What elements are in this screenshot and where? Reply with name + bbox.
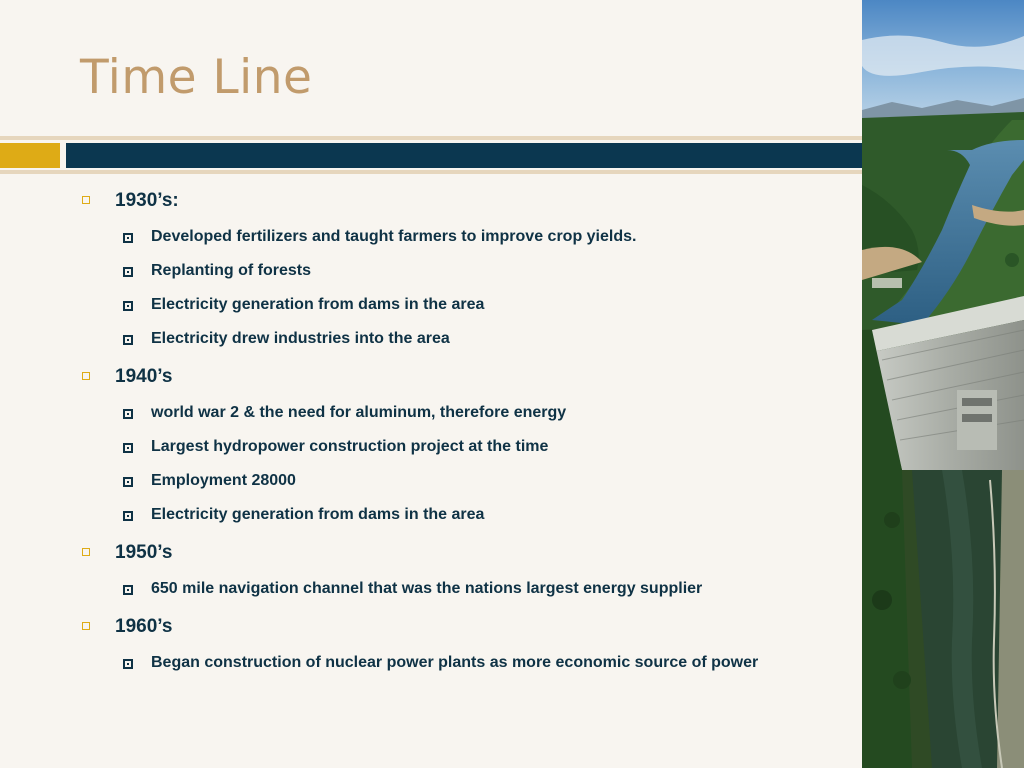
header-band-bottom-line	[0, 170, 862, 174]
boxed-square-bullet-icon	[123, 477, 133, 487]
list-item	[80, 576, 840, 602]
list-item	[80, 650, 840, 676]
list-item-text: Developed fertilizers and taught farmers to improve crop yields.	[151, 228, 637, 245]
hollow-square-icon	[82, 372, 90, 380]
timeline-section-1960s	[80, 612, 840, 676]
header-band-top-line	[0, 136, 862, 140]
list-item	[80, 502, 840, 528]
boxed-square-bullet-icon	[123, 585, 133, 595]
header-band-gold-block	[0, 143, 60, 168]
list-item	[80, 292, 840, 318]
dam-reservoir-photo	[862, 0, 1024, 768]
list-item	[80, 468, 840, 494]
boxed-square-bullet-icon	[123, 335, 133, 345]
timeline-section-1930s	[80, 186, 840, 352]
slide-title: Time Line	[80, 50, 313, 105]
list-item	[80, 400, 840, 426]
section-heading-text: 1960’s	[115, 616, 173, 637]
hollow-square-icon	[82, 548, 90, 556]
section-heading	[80, 538, 840, 568]
section-heading	[80, 612, 840, 642]
timeline-section-1950s	[80, 538, 840, 602]
hollow-square-icon	[82, 622, 90, 630]
section-heading	[80, 186, 840, 216]
header-band-navy-bar	[66, 143, 862, 168]
boxed-square-bullet-icon	[123, 659, 133, 669]
section-heading-text: 1930’s:	[115, 190, 179, 211]
list-item	[80, 434, 840, 460]
section-heading-text: 1950’s	[115, 542, 173, 563]
timeline-section-1940s	[80, 362, 840, 528]
list-item-text: Electricity drew industries into the area	[151, 330, 450, 347]
boxed-square-bullet-icon	[123, 443, 133, 453]
list-item-text: Largest hydropower construction project at the time	[151, 438, 549, 455]
list-item	[80, 224, 840, 250]
boxed-square-bullet-icon	[123, 409, 133, 419]
boxed-square-bullet-icon	[123, 511, 133, 521]
boxed-square-bullet-icon	[123, 267, 133, 277]
section-heading-text: 1940’s	[115, 366, 173, 387]
list-item-text: Began construction of nuclear power plants as more economic source of power	[151, 654, 759, 671]
hollow-square-icon	[82, 196, 90, 204]
list-item-text: Replanting of forests	[151, 262, 312, 279]
boxed-square-bullet-icon	[123, 301, 133, 311]
list-item-text: world war 2 & the need for aluminum, therefore energy	[151, 404, 567, 421]
list-item-text: Electricity generation from dams in the area	[151, 506, 485, 523]
section-heading	[80, 362, 840, 392]
list-item-text: Employment 28000	[151, 472, 296, 489]
timeline-list	[80, 186, 840, 676]
list-item	[80, 326, 840, 352]
list-item-text: Electricity generation from dams in the area	[151, 296, 485, 313]
list-item	[80, 258, 840, 284]
boxed-square-bullet-icon	[123, 233, 133, 243]
list-item-text: 650 mile navigation channel that was the nations largest energy supplier	[151, 580, 703, 597]
